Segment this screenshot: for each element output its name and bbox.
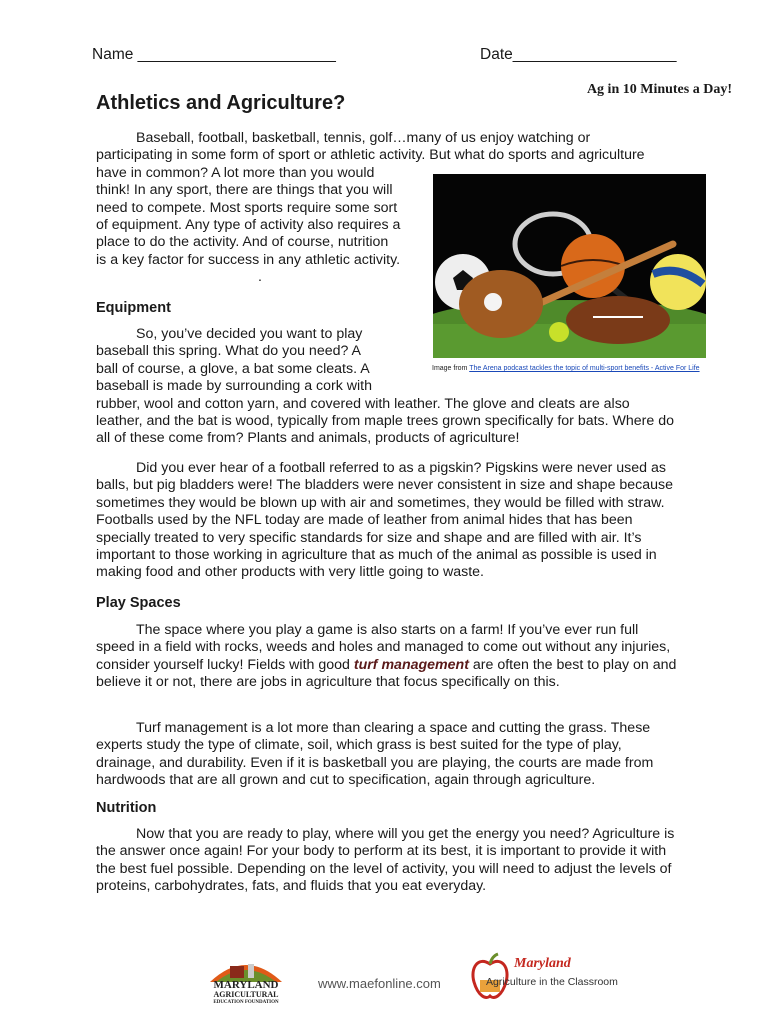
- name-field-label: Name _______________________: [92, 46, 336, 63]
- intro-line: think! In any sport, there are things that you will: [96, 182, 393, 199]
- aitc-logo-text: Agriculture in the Classroom: [486, 976, 618, 988]
- intro-line: Baseball, football, basketball, tennis, golf…many of us enjoy watching or: [136, 130, 591, 146]
- turf-management-term: turf management: [353, 656, 469, 673]
- intro-line: participating in some form of sport or athletic activity. But what do sports and agriculture: [96, 147, 645, 164]
- intro-line: of equipment. Any type of activity also requires a: [96, 217, 401, 234]
- play-spaces-paragraph-2: Turf management is a lot more than clearing a space and cutting the grass. These experts study the type of climate, soil, which grass is best suited for the type of play, drainage, and durability. Even if it is basketball you are playing, the courts are made from hardwoods that are all grown and cut to specification, again through agriculture.: [96, 720, 654, 789]
- nutrition-paragraph: Now that you are ready to play, where will you get the energy you need? Agriculture is the answer once again! For your body to perform at its best, it is important to provide it with the best fuel possible. Depending on the level of activity, you will need to adjust the levels of proteins, carbohydrates, fats, and fluids that you eat everyday.: [96, 826, 675, 895]
- maef-logo-text: MARYLAND AGRICULTURAL EDUCATION FOUNDATION: [213, 979, 279, 1005]
- intro-line: have in common? A lot more than you would: [96, 164, 375, 181]
- equipment-line: baseball this spring. What do you need? A: [96, 343, 362, 360]
- equipment-paragraph-2: Did you ever hear of a football referred to as a pigskin? Pigskins were never used as balls, but pig bladders were! The bladders were never consistent in size and shape because sometimes they would be blown up with air and sometimes, they would be filled with straw. Footballs used by the NFL today are made of leather from animal hides that has been specially treated to very specific standards for size and shape and are filled with air. It’s important to those working in agriculture that as much of the animal as possible is used in making food and other products with very little going to waste.: [96, 460, 674, 581]
- intro-line: need to compete. Most sports require some sort: [96, 199, 398, 216]
- maryland-aitc-logo: [470, 952, 630, 1002]
- equipment-line: So, you’ve decided you want to play: [136, 326, 363, 342]
- intro-line: place to do the activity. And of course, nutrition: [96, 234, 389, 251]
- maef-logo: [206, 954, 286, 1006]
- section-heading-play-spaces: Play Spaces: [96, 595, 181, 611]
- image-caption: Image from The Arena podcast tackles the topic of multi-sport benefits - Active For Life: [432, 365, 700, 372]
- footer-website-link[interactable]: www.maefonline.com: [318, 976, 441, 991]
- image-source-link[interactable]: The Arena podcast tackles the topic of multi-sport benefits - Active For Life: [469, 365, 700, 372]
- equipment-line: ball of course, a glove, a bat some cleats. A: [96, 360, 370, 377]
- play-spaces-paragraph-1: The space where you play a game is also starts on a farm! If you’ve ever run full speed in a field with rocks, weeds and holes and managed to come out without any injuries, consider yourself lucky! Fields with good turf management are often the best to play on and believe it or not, there are jobs in agriculture that focus specifically on this.: [96, 622, 677, 691]
- date-field-label: Date___________________: [480, 46, 677, 63]
- page-title: Athletics and Agriculture?: [96, 92, 346, 114]
- equipment-paragraph-rest: rubber, wool and cotton yarn, and covered with leather. The glove and cleats are also leather, and the bat is wood, typically from maple trees grown specifically for bats. Where do all of these come from? Plants and animals, products of agriculture!: [96, 395, 675, 447]
- intro-line: is a key factor for success in any athletic activity.: [96, 251, 401, 268]
- intro-dot: .: [258, 269, 262, 286]
- series-title: Ag in 10 Minutes a Day!: [586, 82, 732, 97]
- equipment-paragraph-1: [96, 326, 676, 448]
- section-heading-nutrition: Nutrition: [96, 800, 157, 816]
- section-heading-equipment: Equipment: [96, 300, 171, 316]
- maryland-logo-text: Maryland: [514, 956, 571, 971]
- equipment-line: baseball is made by surrounding a cork with: [96, 378, 373, 395]
